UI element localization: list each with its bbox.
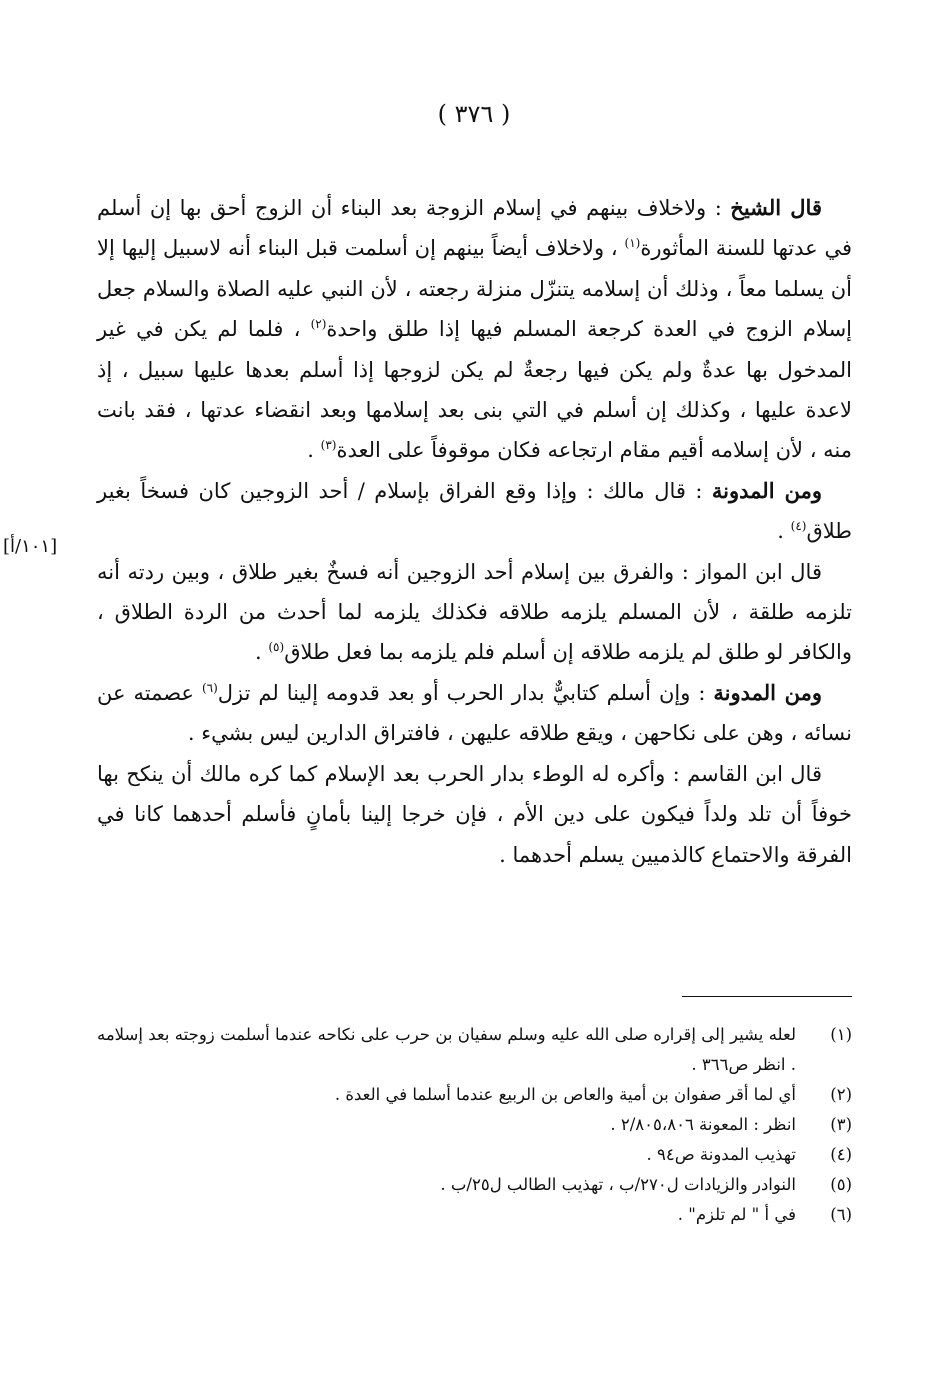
paragraph-mudawwana-2: [97, 673, 852, 754]
footnote-item: [97, 1020, 852, 1080]
footnote-text: تهذيب المدونة ص٩٤ .: [646, 1145, 796, 1164]
footnote-item: [97, 1170, 852, 1200]
footnote-separator: [682, 996, 852, 997]
paragraph-text: ، فلما لم يكن في غير المدخول بها عدةٌ ولم يكن فيها رجعةٌ لم يكن لزوجها إذا أسلم بعدها عليها سبيل ، إذ لاعدة عليها ، وكذلك إن أسلم في التي بنى بعد إسلامها وبعد انقضاء عدتها ، فقد بانت منه ، لأن إسلامه أقيم مقام ارتجاعه فكان موقوفاً على العدة: [97, 317, 852, 463]
footnote-number: (٢): [830, 1085, 852, 1104]
paragraph-text: : قال مالك : وإذا وقع الفراق بإسلام / أحد الزوجين كان فسخاً بغير طلاق: [97, 478, 852, 544]
paragraph-text: قال ابن المواز : والفرق بين إسلام أحد الزوجين أنه فسخٌ بغير طلاق ، وبين ردته أنه تلزمه طلقة ، لأن المسلم يلزمه طلاقه فكذلك يلزمه لما أحدث من الردة الطلاق ، والكافر لو طلق لم يلزمه طلاقه إن أسلم فلم يلزمه بما فعل طلاق: [97, 559, 852, 665]
footnote-number: (٥): [830, 1175, 852, 1194]
paragraph-text: .: [777, 519, 791, 544]
paragraph-text: .: [307, 438, 321, 463]
footnote-item: [97, 1110, 852, 1140]
footnote-text: أي لما أقر صفوان بن أمية والعاص بن الربيع عندما أسلما في العدة .: [334, 1085, 796, 1104]
footnote-number: (٤): [830, 1145, 852, 1164]
footnote-text: انظر : المعونة ٢/٨٠٥،٨٠٦ .: [610, 1115, 796, 1134]
footnotes: [97, 1020, 852, 1230]
paragraph-lead: ومن المدونة: [713, 679, 822, 705]
footnote-marker: (٥): [268, 640, 285, 655]
footnote-marker: (٦): [201, 680, 218, 695]
paragraph-ibn-almawaz: [97, 552, 852, 673]
footnote-number: (٦): [830, 1205, 852, 1224]
footnote-marker: (٢): [310, 317, 327, 332]
footnote-marker: (٤): [790, 519, 807, 534]
paragraph-sheikh: [97, 188, 852, 471]
footnote-marker: (٣): [320, 438, 337, 453]
margin-folio-reference: [١٠١/أ]: [3, 536, 58, 557]
main-text: [97, 188, 852, 875]
footnote-item: [97, 1200, 852, 1230]
page-number: ( ٣٧٦ ): [437, 100, 511, 128]
footnote-text: في أ " لم تلزم" .: [677, 1205, 796, 1224]
paragraph-text: قال ابن القاسم : وأكره له الوطء بدار الحرب بعد الإسلام كما كره مالك أن ينكح بها خوفاً أن تلد ولداً فيكون على دين الأم ، فإن خرجا إلينا بأمانٍ فأسلم أحدهما كانا في الفرقة والاحتماع كالذميين يسلم أحدهما .: [97, 761, 852, 867]
footnote-marker: (١): [624, 236, 641, 251]
paragraph-mudawwana-1: [97, 471, 852, 552]
paragraph-text: .: [255, 640, 269, 665]
paragraph-text: عصمته عن نسائه ، وهن على نكاحهن ، ويقع طلاقه عليهن ، فافتراق الدارين ليس بشيء .: [97, 680, 852, 746]
paragraph-text: ، ولاخلاف أيضاً بينهم إن أسلمت قبل البناء أنه لاسبيل إليها إلا أن يسلما معاً ، وذلك أن إسلامه يتنزّل منزلة رجعته ، لأن النبي عليه الصلاة والسلام جعل إسلام الزوج في العدة كرجعة المسلم فيها إذا طلق واحدة: [97, 236, 852, 342]
paragraph-text: : وإن أسلم كتابيٌّ بدار الحرب أو بعد قدومه إلينا لم تزل: [217, 680, 714, 705]
paragraph-lead: قال الشيخ: [730, 195, 822, 220]
footnote-text: لعله يشير إلى إقراره صلى الله عليه وسلم سفيان بن حرب على نكاحه عندما أسلمت زوجته بعد إسلامه . انظر ص٣٦٦ .: [97, 1025, 796, 1074]
footnote-number: (٣): [830, 1115, 852, 1134]
footnote-item: [97, 1080, 852, 1110]
paragraph-lead: ومن المدونة: [711, 477, 822, 503]
footnote-number: (١): [830, 1025, 852, 1044]
paragraph-ibn-alqasim: [97, 754, 852, 875]
footnote-item: [97, 1140, 852, 1170]
footnote-text: النوادر والزيادات ل٢٧٠/ب ، تهذيب الطالب ل٢٥/ب .: [440, 1175, 796, 1194]
paragraph-text: : ولاخلاف بينهم في إسلام الزوجة بعد البناء أن الزوج أحق بها إن أسلم في عدتها للسنة المأثورة: [97, 196, 852, 261]
